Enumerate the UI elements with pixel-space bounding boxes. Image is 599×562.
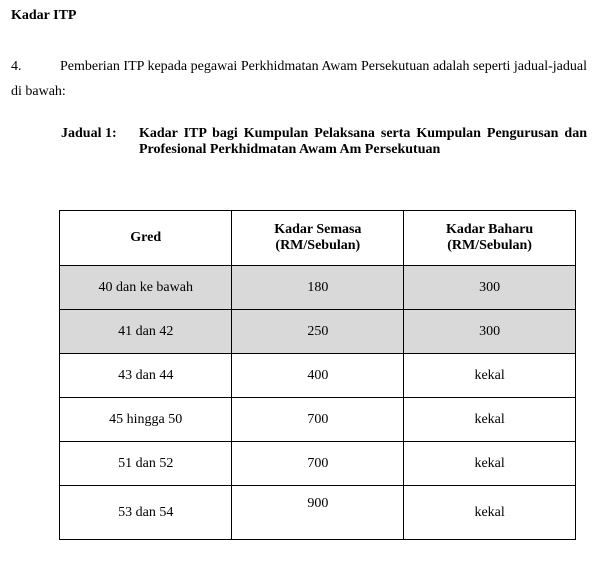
cell-kadar-semasa: 400 [232, 354, 404, 398]
table-caption-label: Jadual 1: [61, 126, 117, 141]
header-kadar-baharu [404, 211, 576, 266]
section-heading: Kadar ITP [11, 8, 77, 23]
paragraph-4 [11, 54, 587, 104]
cell-gred: 40 dan ke bawah [60, 266, 232, 310]
header-kadar-semasa-label: Kadar Semasa (RM/Sebulan) [274, 222, 362, 253]
cell-gred: 51 dan 52 [60, 442, 232, 486]
cell-gred: 45 hingga 50 [60, 398, 232, 442]
table-caption-text: Kadar ITP bagi Kumpulan Pelaksana serta Kumpulan Pengurusan dan Profesional Perkhidmatan Awam Am Persekutuan [139, 126, 587, 157]
header-gred: Gred [60, 211, 232, 266]
cell-gred: 43 dan 44 [60, 354, 232, 398]
table-row [60, 398, 576, 442]
cell-gred: 53 dan 54 [60, 486, 232, 540]
table-row [60, 266, 576, 310]
paragraph-number: 4. [11, 59, 22, 74]
cell-gred: 41 dan 42 [60, 310, 232, 354]
table-row [60, 486, 576, 540]
cell-kadar-baharu: kekal [404, 486, 576, 540]
cell-kadar-semasa: 700 [232, 442, 404, 486]
cell-kadar-semasa: 180 [232, 266, 404, 310]
table-caption [61, 126, 587, 158]
cell-kadar-semasa-value: 900 [307, 496, 329, 511]
table-row [60, 354, 576, 398]
cell-kadar-baharu: kekal [404, 398, 576, 442]
table-row [60, 310, 576, 354]
cell-kadar-semasa: 250 [232, 310, 404, 354]
header-kadar-baharu-label: Kadar Baharu (RM/Sebulan) [445, 222, 534, 253]
cell-kadar-baharu: kekal [404, 442, 576, 486]
cell-kadar-baharu: 300 [404, 266, 576, 310]
cell-kadar-baharu: 300 [404, 310, 576, 354]
cell-kadar-baharu: kekal [404, 354, 576, 398]
paragraph-text: Pemberian ITP kepada pegawai Perkhidmatan Awam Persekutuan adalah seperti jadual-jadual di bawah: [11, 59, 587, 99]
header-kadar-semasa [232, 211, 404, 266]
cell-kadar-semasa: 700 [232, 398, 404, 442]
itp-rate-table [59, 210, 576, 540]
cell-kadar-semasa [232, 486, 404, 540]
table-row [60, 442, 576, 486]
table-header-row [60, 211, 576, 266]
